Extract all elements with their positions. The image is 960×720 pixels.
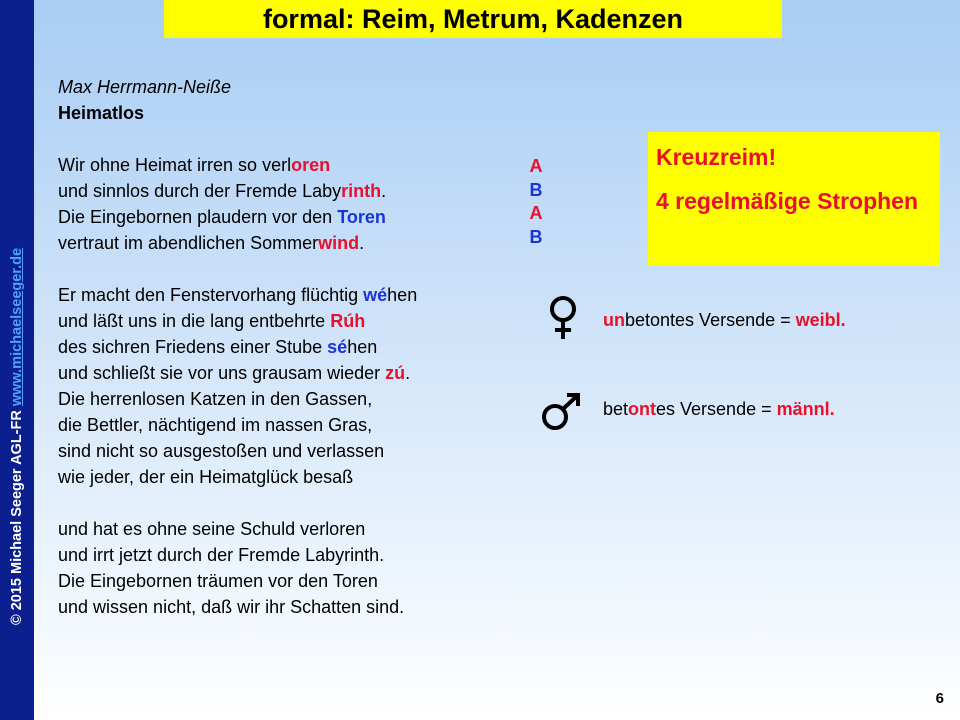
sidebar-copyright <box>9 248 25 625</box>
poem-line: und hat es ohne seine Schuld verloren <box>58 519 366 539</box>
poem-line: und irrt jetzt durch der Fremde Labyrinth. <box>58 545 385 565</box>
poem-author: Max Herrmann-Neiße <box>58 77 232 97</box>
female-symbol-icon <box>543 294 583 342</box>
poem-line: und sinnlos durch der Fremde Labyrinth. <box>58 181 387 201</box>
rhyme-letter: A <box>529 203 543 223</box>
rhyme-scheme <box>522 155 550 249</box>
male-symbol-icon <box>540 392 584 432</box>
page-number: 6 <box>935 690 944 707</box>
rhyme-letter: B <box>529 179 543 200</box>
info-box <box>648 132 940 266</box>
rhyme-letter: A <box>529 156 543 176</box>
poem-line: die Bettler, nächtigend im nassen Gras, <box>58 415 373 435</box>
poem-line: des sichren Friedens einer Stube séhen <box>58 337 378 357</box>
poem <box>58 74 417 620</box>
poem-line: sind nicht so ausgestoßen und verlassen <box>58 441 385 461</box>
info-line-stanzas: 4 regelmäßige Strophen <box>656 188 919 214</box>
poem-line: Die herrenlosen Katzen in den Gassen, <box>58 389 373 409</box>
info-line-rhyme: Kreuzreim! <box>656 144 777 170</box>
masculine-ending-label: betontes Versende = männl. <box>603 399 835 419</box>
poem-line: wie jeder, der ein Heimatglück besaß <box>58 467 354 487</box>
poem-line: und wissen nicht, daß wir ihr Schatten sind. <box>58 597 405 617</box>
poem-line: vertraut im abendlichen Sommerwind. <box>58 233 365 253</box>
rhyme-letter: B <box>529 226 543 247</box>
poem-title: Heimatlos <box>58 103 145 123</box>
poem-line: Die Eingebornen plaudern vor den Toren <box>58 207 386 227</box>
sidebar <box>0 0 34 720</box>
poem-line: und schließt sie vor uns grausam wieder zú. <box>58 363 411 383</box>
poem-line: Er macht den Fenstervorhang flüchtig wéhen <box>58 285 418 305</box>
poem-line: Wir ohne Heimat irren so verloren <box>58 155 331 175</box>
copyright-text: © 2015 Michael Seeger AGL-FR <box>9 406 25 625</box>
poem-line: Die Eingebornen träumen vor den Toren <box>58 571 378 591</box>
website-link[interactable]: www.michaelseeger.de <box>9 247 25 407</box>
feminine-ending-label: unbetontes Versende = weibl. <box>603 310 846 330</box>
slide-title: formal: Reim, Metrum, Kadenzen <box>164 0 782 38</box>
poem-line: und läßt uns in die lang entbehrte Rúh <box>58 311 366 331</box>
